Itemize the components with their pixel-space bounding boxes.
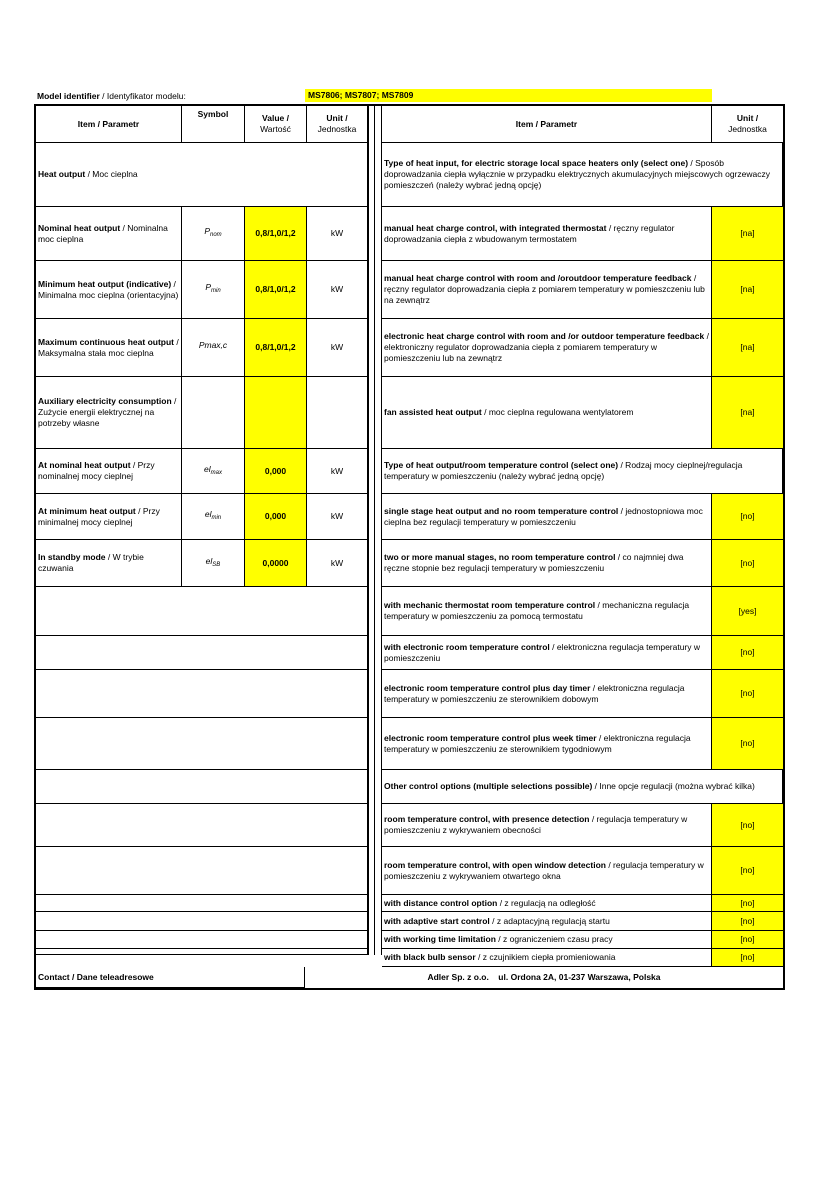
right-row-label: with adaptive start control / z adaptacyjną regulacją startu [382, 912, 712, 931]
left-empty-cell [36, 718, 368, 770]
left-row-unit: kW [307, 494, 368, 540]
right-row-label: two or more manual stages, no room temperature control / co najmniej dwa ręczne stopnie bez regulacji temperatury w pomieszczeniu [382, 540, 712, 587]
left-row-unit: kW [307, 449, 368, 494]
left-row-value: 0,8/1,0/1,2 [245, 261, 307, 319]
left-empty-cell [36, 931, 368, 949]
right-row-unit: [no] [712, 636, 783, 670]
left-empty-cell [36, 847, 368, 895]
header-unit-right: Unit / Jednostka [712, 106, 783, 143]
left-row-symbol: $el_{max}$ [182, 449, 245, 494]
left-row-symbol: $el_{SB}$ [182, 540, 245, 587]
left-row-unit [307, 377, 368, 449]
left-row-label: In standby mode / W trybie czuwania [36, 540, 182, 587]
right-row-unit: [no] [712, 912, 783, 931]
right-row-label: with electronic room temperature control / elektroniczna regulacja temperatury w pomieszczeniu [382, 636, 712, 670]
left-row-unit: kW [307, 207, 368, 261]
right-row-label: with mechanic thermostat room temperature control / mechaniczna regulacja temperatury w pomieszczeniu za pomocą termostatu [382, 587, 712, 636]
ecodesign-table [34, 104, 785, 990]
left-row-label: Nominal heat output / Nominalna moc cieplna [36, 207, 182, 261]
left-row-unit: kW [307, 261, 368, 319]
header-symbol: Symbol [182, 106, 245, 143]
left-row-label: Maximum continuous heat output / Maksymalna stała moc cieplna [36, 319, 182, 377]
header-item-left: Item / Parametr [36, 106, 182, 143]
right-row-unit: [no] [712, 847, 783, 895]
right-row-unit: [no] [712, 494, 783, 540]
left-empty-cell [36, 636, 368, 670]
right-row-unit: [na] [712, 207, 783, 261]
right-row-unit: [no] [712, 895, 783, 912]
left-empty-cell [36, 670, 368, 718]
right-row-label: single stage heat output and no room temperature control / jednostopniowa moc cieplna bez regulacji temperatury w pomieszczeniu [382, 494, 712, 540]
right-row-unit: [no] [712, 670, 783, 718]
left-row-label: At minimum heat output / Przy minimalnej mocy cieplnej [36, 494, 182, 540]
left-empty-cell [36, 895, 368, 912]
right-row-label: Other control options (multiple selections possible) / Inne opcje regulacji (można wybrać kilka) [382, 770, 783, 804]
left-empty-cell [36, 912, 368, 931]
contact-value: Adler Sp. z o.o. ul. Ordona 2A, 01-237 Warszawa, Polska [427, 972, 661, 982]
left-row-label: Heat output / Moc cieplna [36, 143, 368, 207]
right-row-unit: [no] [712, 931, 783, 949]
header-value: Value / Wartość [245, 106, 307, 143]
left-empty-cell [36, 949, 368, 955]
right-row-unit: [na] [712, 319, 783, 377]
left-empty-cell [36, 770, 368, 804]
right-row-label: manual heat charge control, with integrated thermostat / ręczny regulator doprowadzania ciepła z wbudowanym termostatem [382, 207, 712, 261]
right-row-label: Type of heat output/room temperature control (select one) / Rodzaj mocy cieplnej/regulacja temperatury w pomieszczeniu (należy wybrać jedną opcję) [382, 449, 783, 494]
right-row-unit: [na] [712, 377, 783, 449]
right-row-unit: [na] [712, 261, 783, 319]
right-row-label: electronic room temperature control plus week timer / elektroniczna regulacja temperatury w pomieszczeniu ze sterownikiem tygodniowym [382, 718, 712, 770]
right-row-unit: [no] [712, 718, 783, 770]
left-row-label: Auxiliary electricity consumption / Zużycie energii elektrycznej na potrzeby własne [36, 377, 182, 449]
right-row-label: with black bulb sensor / z czujnikiem ciepła promieniowania [382, 949, 712, 967]
left-row-unit: kW [307, 540, 368, 587]
right-row-unit: [no] [712, 804, 783, 847]
left-row-unit: kW [307, 319, 368, 377]
right-row-label: Type of heat input, for electric storage local space heaters only (select one) / Sposób doprowadzania ciepła wyłącznie w przypadku elektrycznych akumulacyjnych miejscowych ogrzewaczy pomieszczeń (należy wybrać jedną opcję) [382, 143, 783, 207]
model-identifier-value: MS7806; MS7807; MS7809 [305, 89, 712, 102]
right-row-label: with working time limitation / z ograniczeniem czasu pracy [382, 931, 712, 949]
right-row-unit: [no] [712, 949, 783, 967]
right-row-label: electronic room temperature control plus day timer / elektroniczna regulacja temperatury w pomieszczeniu ze sterownikiem dobowym [382, 670, 712, 718]
left-row-value: 0,8/1,0/1,2 [245, 319, 307, 377]
right-row-label: manual heat charge control with room and /oroutdoor temperature feedback / ręczny regulator doprowadzania ciepła z pomiarem temperatury w pomieszczeniu lub na zewnątrz [382, 261, 712, 319]
left-empty-cell [36, 587, 368, 636]
right-row-label: fan assisted heat output / moc cieplna regulowana wentylatorem [382, 377, 712, 449]
left-row-symbol: Pmax,c [182, 319, 245, 377]
left-row-symbol [182, 377, 245, 449]
left-row-label: Minimum heat output (indicative) / Minimalna moc cieplna (orientacyjna) [36, 261, 182, 319]
left-row-value [245, 377, 307, 449]
left-row-value: 0,000 [245, 494, 307, 540]
header-unit: Unit / Jednostka [307, 106, 368, 143]
left-row-symbol: $P_{min}$ [182, 261, 245, 319]
column-divider-inner [374, 106, 375, 955]
right-row-label: room temperature control, with presence detection / regulacja temperatury w pomieszczeniu z wykrywaniem obecności [382, 804, 712, 847]
right-row-label: with distance control option / z regulacją na odległość [382, 895, 712, 912]
model-identifier-line [37, 89, 712, 103]
left-row-value: 0,8/1,0/1,2 [245, 207, 307, 261]
left-row-symbol: $P_{nom}$ [182, 207, 245, 261]
right-row-label: room temperature control, with open window detection / regulacja temperatury w pomieszczeniu z wykrywaniem otwartego okna [382, 847, 712, 895]
left-empty-cell [36, 804, 368, 847]
header-item-right: Item / Parametr [382, 106, 712, 143]
right-row-label: electronic heat charge control with room and /or outdoor temperature feedback / elektroniczny regulator doprowadzania ciepła z pomiarem temperatury w pomieszczeniu lub na zewnątrz [382, 319, 712, 377]
left-row-label: At nominal heat output / Przy nominalnej mocy cieplnej [36, 449, 182, 494]
left-row-value: 0,0000 [245, 540, 307, 587]
right-row-unit: [yes] [712, 587, 783, 636]
right-row-unit: [no] [712, 540, 783, 587]
contact-label: Contact / Dane teleadresowe [36, 967, 305, 988]
model-identifier-label: Model identifier / Identyfikator modelu: [37, 91, 186, 101]
column-divider [368, 106, 382, 955]
left-row-value: 0,000 [245, 449, 307, 494]
left-row-symbol: $el_{min}$ [182, 494, 245, 540]
